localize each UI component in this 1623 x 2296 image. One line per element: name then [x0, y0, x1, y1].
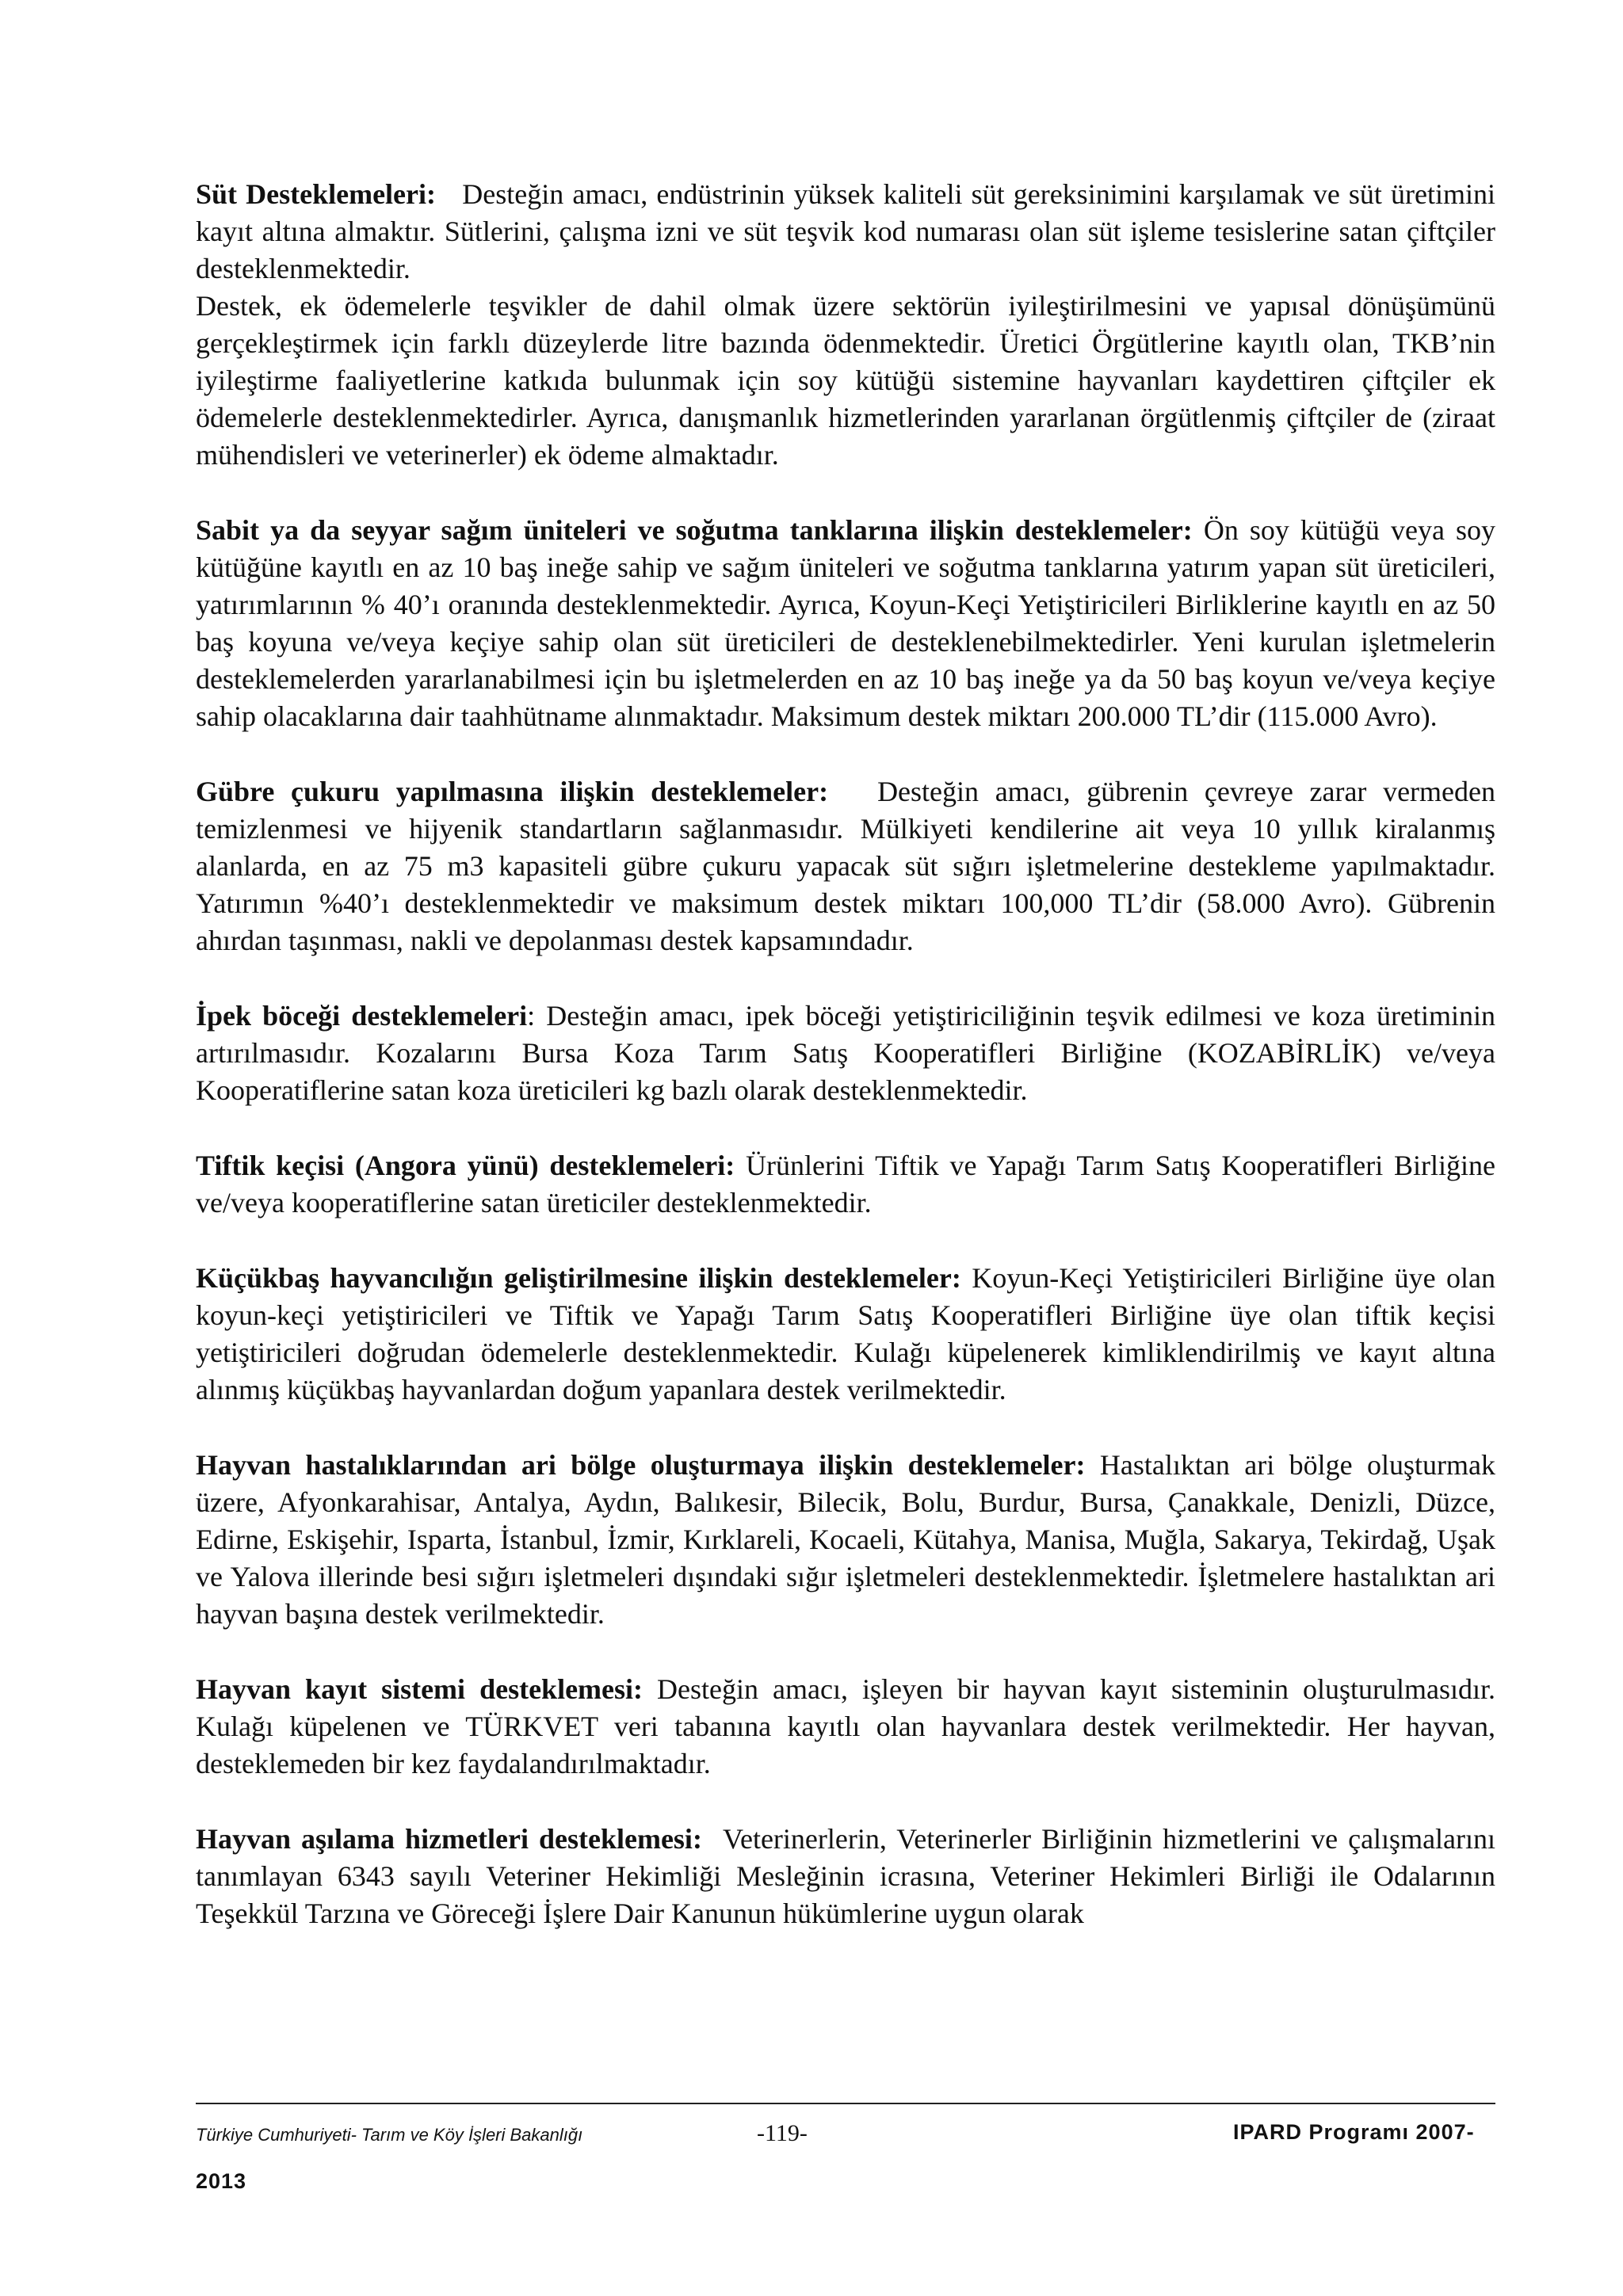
section-text: Desteğin amacı, gübrenin çevreye zarar vermeden temizlenmesi ve hijyenik standartların sağlanmasıdır. Mülkiyeti kendilerine ait veya 10 yıllık kiralanmış alanlarda, en az 75 m3 kapasiteli gübre çukuru yapacak süt sığırı işletmelerine destekleme yapılmaktadır. Yatırımın %40’ı desteklenmektedir ve maksimum destek miktarı 100,000 TL’dir (58.000 Avro). Gübrenin ahırdan taşınması, nakli ve depolanması destek kapsamındadır.	[196, 776, 1495, 956]
paragraph	[196, 773, 1495, 959]
section-text: Ürünlerini Tiftik ve Yapağı Tarım Satış Kooperatifleri Birliğine ve/veya kooperatiflerine satan üreticiler desteklenmektedir.	[196, 1150, 1495, 1219]
paragraph	[196, 1147, 1495, 1222]
section-hayvan-kayit	[196, 1671, 1495, 1783]
footer-ministry: Türkiye Cumhuriyeti- Tarım ve Köy İşleri Bakanlığı	[196, 2125, 583, 2145]
section-heading: Hayvan kayıt sistemi desteklemesi:	[196, 1673, 643, 1705]
section-kucukbas	[196, 1260, 1495, 1409]
section-heading: Tiftik keçisi (Angora yünü) desteklemeleri:	[196, 1150, 735, 1181]
section-text: Destek, ek ödemelerle teşvikler de dahil olmak üzere sektörün iyileştirilmesini ve yapısal dönüşümünü gerçekleştirmek için farklı düzeylerde litre bazında ödenmektedir. Üretici Örgütlerine kayıtlı olan, TKB’nin iyileştirme faaliyetlerine katkıda bulunmak için soy kütüğü sistemine hayvanları kaydettiren çiftçiler ek ödemelerle desteklenmektedirler. Ayrıca, danışmanlık hizmetlerinden yararlanan örgütlenmiş çiftçiler de (ziraat mühendisleri ve veterinerler) ek ödeme almaktadır.	[196, 290, 1495, 471]
section-text: Desteğin amacı, işleyen bir hayvan kayıt sisteminin oluşturulmasıdır. Kulağı küpelenen ve TÜRKVET veri tabanına kayıtlı olan hayvanlara destek verilmektedir. Her hayvan, desteklemeden bir kez faydalandırılmaktadır.	[196, 1673, 1495, 1779]
section-text: Veterinerlerin, Veterinerler Birliğinin hizmetlerini ve çalışmalarını tanımlayan 6343 sayılı Veteriner Hekimliği Mesleğinin icrasına, Veteriner Hekimleri Birliği ile Odalarının Teşekkül Tarzına ve Göreceği İşlere Dair Kanunun hükümlerine uygun olarak	[196, 1823, 1496, 1929]
section-heading: Hayvan aşılama hizmetleri desteklemesi:	[196, 1823, 702, 1855]
section-heading: Küçükbaş hayvancılığın geliştirilmesine ilişkin desteklemeler:	[196, 1262, 961, 1294]
paragraph	[196, 176, 1495, 288]
section-sagim-uniteleri	[196, 512, 1495, 735]
section-ari-bolge	[196, 1447, 1495, 1633]
section-text: Ön soy kütüğü veya soy kütüğüne kayıtlı en az 10 baş ineğe sahip ve sağım üniteleri ve soğutma tanklarına yatırım yapan süt üreticileri, yatırımlarının % 40’ı oranında desteklenmektedir. Ayrıca, Koyun-Keçi Yetiştiricileri Birliklerine kayıtlı en az 50 baş koyuna ve/veya keçiye sahip olan süt üreticileri de desteklenebilmektedirler. Yeni kurulan işletmelerin desteklemelerden yararlanabilmesi için bu işletmelerden en az 10 baş ineğe ya da 50 baş koyun ve/veya keçiye sahip olacaklarına dair taahhütname alınmaktadır. Maksimum destek miktarı 200.000 TL’dir (115.000 Avro).	[196, 514, 1495, 732]
paragraph	[196, 1447, 1495, 1633]
footer-divider	[196, 2103, 1495, 2104]
paragraph	[196, 1821, 1495, 1932]
section-heading: Hayvan hastalıklarından ari bölge oluşturmaya ilişkin desteklemeler:	[196, 1449, 1086, 1481]
paragraph	[196, 512, 1495, 735]
section-heading: Süt Desteklemeleri:	[196, 178, 436, 210]
section-tiftik-kecisi	[196, 1147, 1495, 1222]
paragraph	[196, 997, 1495, 1109]
section-asilama	[196, 1821, 1495, 1932]
section-heading: Gübre çukuru yapılmasına ilişkin desteklemeler:	[196, 776, 829, 807]
footer-program: IPARD Programı 2007-	[1233, 2120, 1475, 2144]
footer-year: 2013	[196, 2169, 247, 2193]
section-ipek-bocegi	[196, 997, 1495, 1109]
section-text: Koyun-Keçi Yetiştiricileri Birliğine üye olan koyun-keçi yetiştiricileri ve Tiftik ve Yapağı Tarım Satış Kooperatifleri Birliğine üye olan tiftik keçisi yetiştiricileri doğrudan ödemelerle desteklenmektedir. Kulağı küpelenerek kimliklendirilmiş ve kayıt altına alınmış küçükbaş hayvanlardan doğum yapanlara destek verilmektedir.	[196, 1262, 1495, 1405]
section-text: Desteğin amacı, endüstrinin yüksek kaliteli süt gereksinimini karşılamak ve süt üretimini kayıt altına almaktır. Sütlerini, çalışma izni ve süt teşvik kod numarası olan süt işleme tesislerine satan çiftçiler desteklenmektedir.	[196, 178, 1495, 284]
section-heading: İpek böceği desteklemeleri	[196, 1000, 528, 1032]
document-body	[196, 176, 1495, 1970]
section-gubre-cukuru	[196, 773, 1495, 959]
section-text: : Desteğin amacı, ipek böceği yetiştiriciliğinin teşvik edilmesi ve koza üretiminin artırılmasıdır. Kozalarını Bursa Koza Tarım Satış Kooperatifleri Birliğine (KOZABİRLİK) ve/veya Kooperatiflerine satan koza üreticileri kg bazlı olarak desteklenmektedir.	[196, 1000, 1496, 1106]
page-number: -119-	[757, 2120, 808, 2146]
section-sut-desteklemeleri	[196, 176, 1495, 474]
paragraph	[196, 288, 1495, 474]
section-text: Hastalıktan ari bölge oluşturmak üzere, Afyonkarahisar, Antalya, Aydın, Balıkesir, Bilecik, Bolu, Burdur, Bursa, Çanakkale, Denizli, Düzce, Edirne, Eskişehir, Isparta, İstanbul, İzmir, Kırklareli, Kocaeli, Kütahya, Manisa, Muğla, Sakarya, Tekirdağ, Uşak ve Yalova illerinde besi sığırı işletmeleri dışındaki sığır işletmeleri desteklenmektedir. İşletmelere hastalıktan ari hayvan başına destek verilmektedir.	[196, 1449, 1496, 1630]
paragraph	[196, 1671, 1495, 1783]
paragraph	[196, 1260, 1495, 1409]
section-heading: Sabit ya da seyyar sağım üniteleri ve soğutma tanklarına ilişkin desteklemeler:	[196, 514, 1193, 546]
